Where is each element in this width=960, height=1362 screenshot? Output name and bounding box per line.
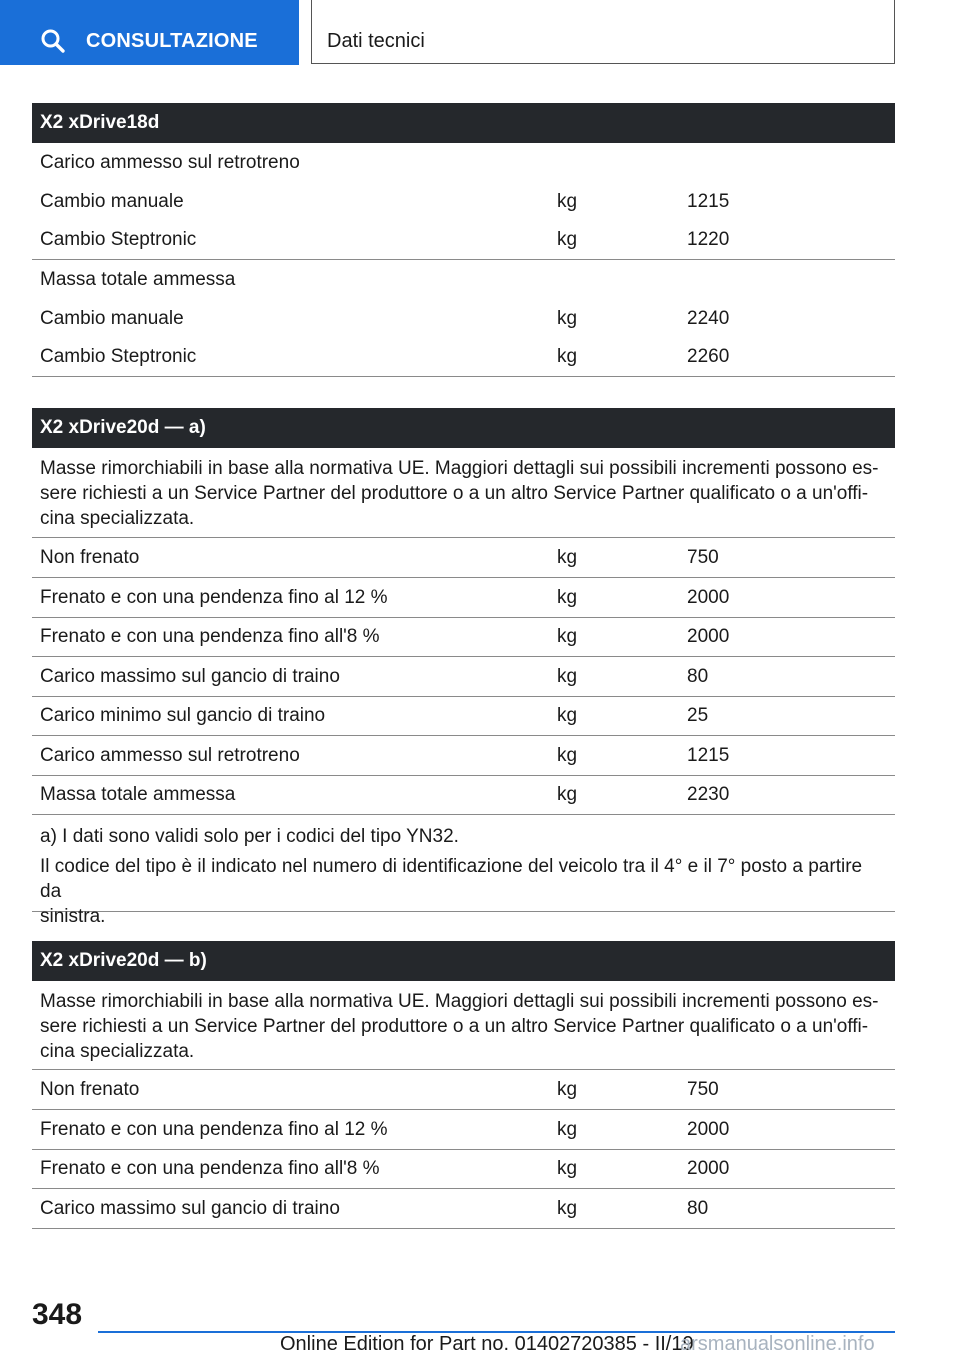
group-label: Carico ammesso sul retrotreno [40, 151, 300, 173]
row-unit: kg [557, 586, 578, 608]
row-value: 2000 [687, 586, 730, 608]
row-label: Frenato e con una pendenza fino all'8 % [40, 1158, 380, 1179]
row-label: Carico massimo sul gancio di traino [40, 665, 340, 687]
row-value: 2240 [687, 307, 730, 329]
table-row [32, 697, 895, 736]
note-type-code: Il codice del tipo è il indicato nel numero di identificazione del veicolo tra il 4° e il 7° posto a partire da sinistra. [40, 856, 863, 927]
watermark: arsmanualsonline.info [680, 1333, 875, 1355]
row-label: Cambio manuale [40, 190, 184, 212]
row-label: Massa totale ammessa [40, 784, 236, 805]
table-header: X2 xDrive18d [32, 103, 895, 143]
row-value: 80 [687, 665, 709, 687]
table-row [32, 1110, 895, 1150]
note-footnote: a) I dati sono validi solo per i codici del tipo YN32. [40, 826, 459, 847]
row-value: 1215 [687, 744, 730, 766]
row-value: 2000 [687, 1118, 730, 1140]
consultazione-label: CONSULTAZIONE [86, 30, 258, 52]
table-row [32, 182, 895, 221]
table-x2-xdrive18d [32, 103, 895, 377]
row-label: Frenato e con una pendenza fino al 12 % [40, 586, 388, 608]
row-label: Non frenato [40, 1078, 140, 1100]
table-row [32, 1189, 895, 1229]
row-unit: kg [557, 626, 578, 647]
row-value: 25 [687, 705, 709, 726]
table-header: X2 xDrive20d — a) [32, 408, 895, 448]
group-label-row [32, 260, 895, 299]
table-row [32, 736, 895, 776]
row-unit: kg [557, 1078, 578, 1100]
row-label: Carico ammesso sul retrotreno [40, 744, 300, 766]
row-value: 750 [687, 1078, 719, 1100]
row-unit: kg [557, 546, 578, 568]
row-label: Cambio manuale [40, 307, 184, 329]
table-row [32, 657, 895, 697]
row-value: 80 [687, 1197, 709, 1219]
table-row [32, 538, 895, 578]
row-label: Non frenato [40, 546, 140, 568]
table-row [32, 776, 895, 815]
row-unit: kg [557, 705, 578, 726]
row-unit: kg [557, 744, 578, 766]
table-x2-xdrive20d-a [32, 408, 895, 927]
edition-text: Online Edition for Part no. 01402720385 - II/19 [280, 1333, 694, 1355]
row-label: Cambio Steptronic [40, 229, 197, 250]
section-tab[interactable] [311, 0, 895, 64]
search-icon [40, 28, 66, 54]
group-label-row [32, 143, 895, 182]
table-header: X2 xDrive20d — b) [32, 941, 895, 981]
row-label: Cambio Steptronic [40, 346, 197, 367]
table-row [32, 1150, 895, 1189]
table-row [32, 618, 895, 657]
row-value: 1215 [687, 190, 730, 212]
row-label: Frenato e con una pendenza fino al 12 % [40, 1118, 388, 1140]
row-unit: kg [557, 307, 578, 329]
table-intro: Masse rimorchiabili in base alla normativa UE. Maggiori dettagli sui possibili incrementi possono es- sere richiesti a un Service Partner del produttore o a un altro Service Partner qualificato o a un'offi- cina specializzata. [32, 981, 895, 1070]
table-row [32, 578, 895, 618]
group-label: Massa totale ammessa [40, 268, 236, 290]
row-value: 1220 [687, 229, 730, 250]
row-label: Frenato e con una pendenza fino all'8 % [40, 626, 380, 647]
row-unit: kg [557, 229, 578, 250]
table-notes [32, 815, 895, 927]
row-unit: kg [557, 665, 578, 687]
row-value: 750 [687, 546, 719, 568]
row-unit: kg [557, 1158, 578, 1179]
page-number: 348 [32, 1298, 83, 1331]
row-label: Carico massimo sul gancio di traino [40, 1197, 340, 1219]
row-value: 2000 [687, 626, 730, 647]
row-value: 2230 [687, 784, 730, 805]
row-unit: kg [557, 784, 578, 805]
table-row [32, 1070, 895, 1110]
section-title: Dati tecnici [327, 30, 425, 52]
row-label: Carico minimo sul gancio di traino [40, 705, 326, 726]
row-unit: kg [557, 190, 578, 212]
row-unit: kg [557, 1118, 578, 1140]
table-intro: Masse rimorchiabili in base alla normativa UE. Maggiori dettagli sui possibili incrementi possono es- sere richiesti a un Service Partner del produttore o a un altro Service Partner qualificato o a un'offi- cina specializzata. [32, 448, 895, 538]
table-row [32, 221, 895, 260]
table-row [32, 299, 895, 338]
row-unit: kg [557, 346, 578, 367]
row-value: 2260 [687, 346, 730, 367]
table-x2-xdrive20d-b [32, 941, 895, 1229]
row-unit: kg [557, 1197, 578, 1219]
row-value: 2000 [687, 1158, 730, 1179]
consultazione-tab[interactable] [0, 0, 299, 65]
table-row [32, 338, 895, 377]
